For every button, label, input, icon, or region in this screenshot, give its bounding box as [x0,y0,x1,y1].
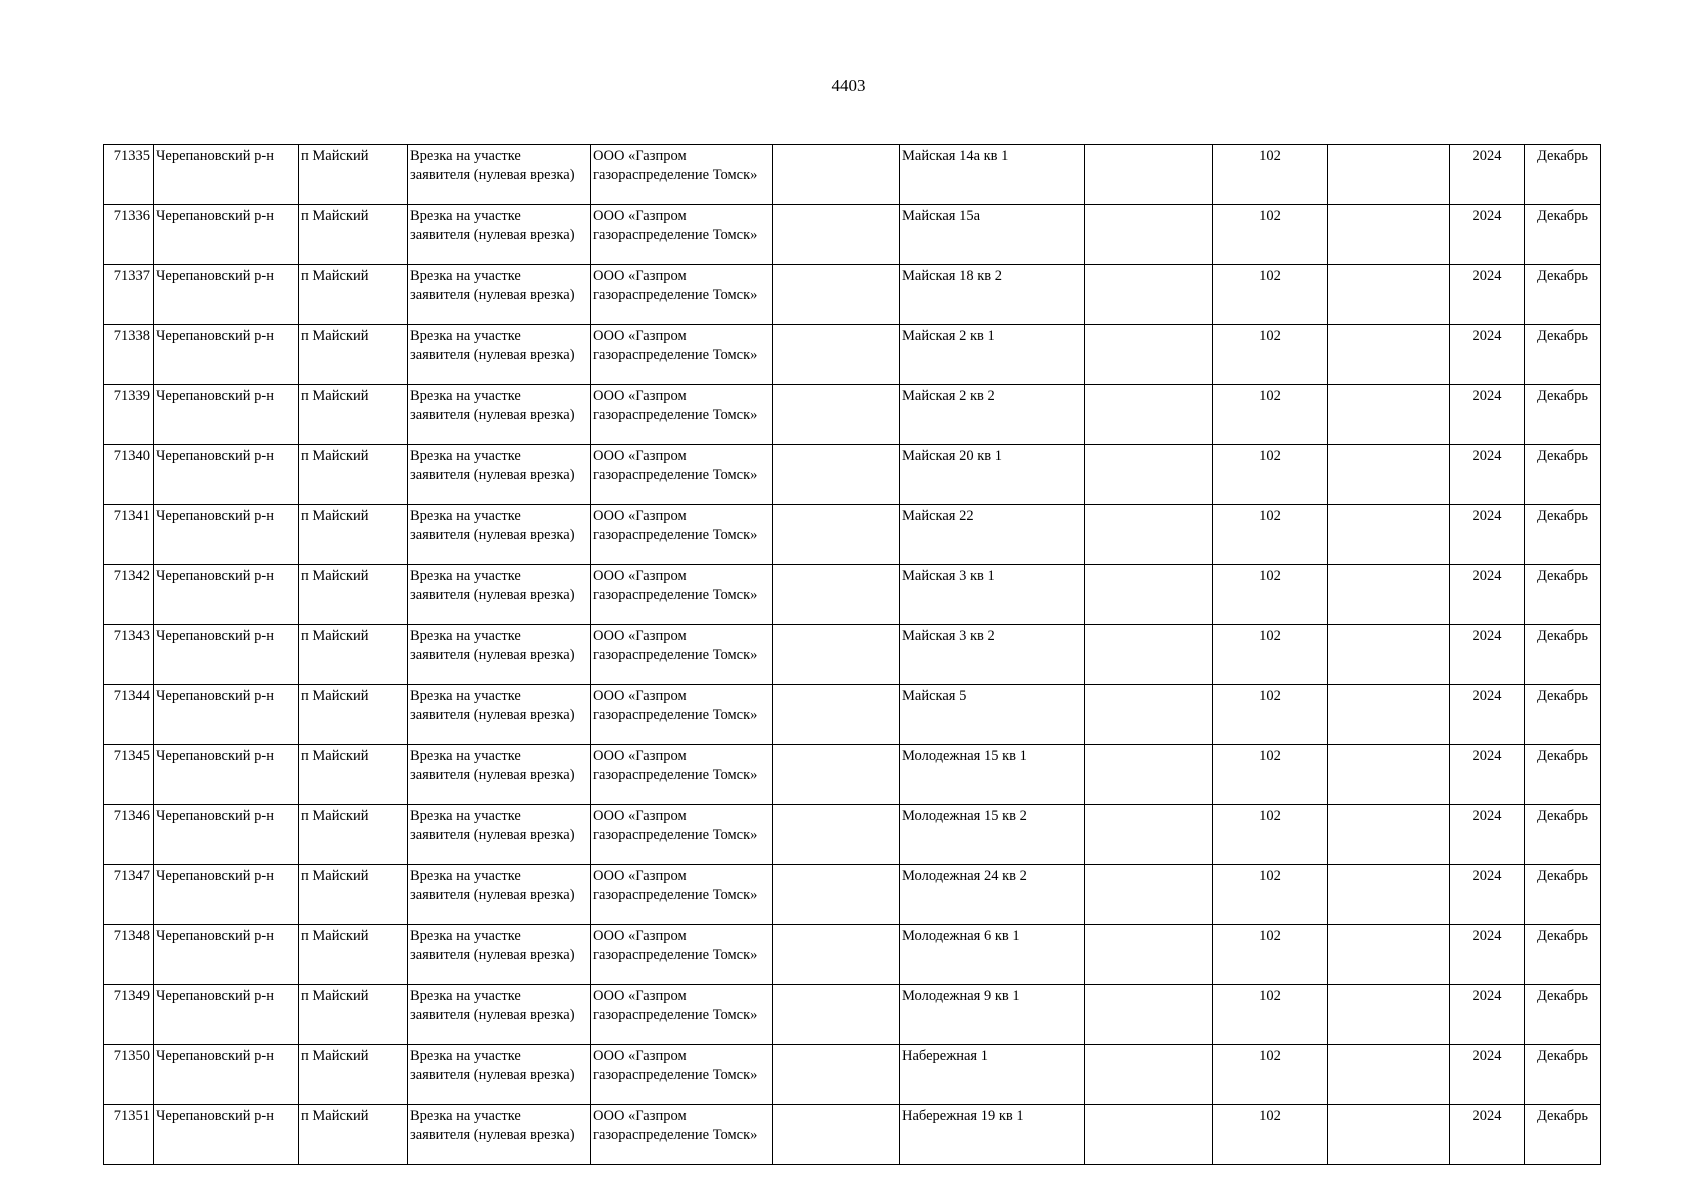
empty-cell [773,985,900,1045]
work-type-cell: Врезка на участке заявителя (нулевая врезка) [408,985,591,1045]
organization-cell: ООО «Газпром газораспределение Томск» [591,865,773,925]
table-row [104,745,1601,805]
row-id: 71345 [104,745,154,805]
address-cell: Майская 14а кв 1 [900,145,1085,205]
settlement-cell: п Майский [299,865,408,925]
row-id: 71343 [104,625,154,685]
organization-cell: ООО «Газпром газораспределение Томск» [591,805,773,865]
district-cell: Черепановский р-н [154,685,299,745]
empty-cell [1328,145,1450,205]
month-cell: Декабрь [1525,685,1601,745]
empty-cell [773,265,900,325]
table-row [104,865,1601,925]
empty-cell [1085,565,1213,625]
work-type-cell: Врезка на участке заявителя (нулевая врезка) [408,805,591,865]
empty-cell [1085,1105,1213,1165]
district-cell: Черепановский р-н [154,805,299,865]
month-cell: Декабрь [1525,985,1601,1045]
table-body [104,145,1601,1165]
month-cell: Декабрь [1525,625,1601,685]
table-row [104,1105,1601,1165]
district-cell: Черепановский р-н [154,745,299,805]
empty-cell [1328,925,1450,985]
organization-cell: ООО «Газпром газораспределение Томск» [591,145,773,205]
year-cell: 2024 [1450,805,1525,865]
work-type-cell: Врезка на участке заявителя (нулевая врезка) [408,685,591,745]
year-cell: 2024 [1450,445,1525,505]
address-cell: Молодежная 15 кв 1 [900,745,1085,805]
row-id: 71341 [104,505,154,565]
district-cell: Черепановский р-н [154,265,299,325]
address-cell: Набережная 1 [900,1045,1085,1105]
empty-cell [1085,385,1213,445]
district-cell: Черепановский р-н [154,205,299,265]
district-cell: Черепановский р-н [154,985,299,1045]
empty-cell [773,505,900,565]
empty-cell [1328,505,1450,565]
month-cell: Декабрь [1525,505,1601,565]
work-type-cell: Врезка на участке заявителя (нулевая врезка) [408,925,591,985]
work-type-cell: Врезка на участке заявителя (нулевая врезка) [408,865,591,925]
settlement-cell: п Майский [299,565,408,625]
year-cell: 2024 [1450,385,1525,445]
work-type-cell: Врезка на участке заявителя (нулевая врезка) [408,385,591,445]
month-cell: Декабрь [1525,1045,1601,1105]
settlement-cell: п Майский [299,505,408,565]
year-cell: 2024 [1450,1105,1525,1165]
empty-cell [1328,745,1450,805]
row-id: 71344 [104,685,154,745]
settlement-cell: п Майский [299,445,408,505]
empty-cell [1328,625,1450,685]
month-cell: Декабрь [1525,145,1601,205]
empty-cell [773,205,900,265]
row-id: 71335 [104,145,154,205]
empty-cell [1085,985,1213,1045]
empty-cell [1085,745,1213,805]
address-cell: Майская 18 кв 2 [900,265,1085,325]
work-type-cell: Врезка на участке заявителя (нулевая врезка) [408,625,591,685]
year-cell: 2024 [1450,505,1525,565]
empty-cell [1328,265,1450,325]
organization-cell: ООО «Газпром газораспределение Томск» [591,925,773,985]
district-cell: Черепановский р-н [154,625,299,685]
value-cell: 102 [1213,565,1328,625]
value-cell: 102 [1213,745,1328,805]
value-cell: 102 [1213,805,1328,865]
value-cell: 102 [1213,325,1328,385]
address-cell: Майская 3 кв 2 [900,625,1085,685]
value-cell: 102 [1213,505,1328,565]
row-id: 71349 [104,985,154,1045]
address-cell: Майская 22 [900,505,1085,565]
settlement-cell: п Майский [299,205,408,265]
table-row [104,685,1601,745]
district-cell: Черепановский р-н [154,865,299,925]
month-cell: Декабрь [1525,865,1601,925]
organization-cell: ООО «Газпром газораспределение Томск» [591,265,773,325]
empty-cell [1328,325,1450,385]
district-cell: Черепановский р-н [154,145,299,205]
month-cell: Декабрь [1525,385,1601,445]
work-type-cell: Врезка на участке заявителя (нулевая врезка) [408,325,591,385]
district-cell: Черепановский р-н [154,325,299,385]
empty-cell [1085,325,1213,385]
settlement-cell: п Майский [299,1045,408,1105]
empty-cell [1328,805,1450,865]
month-cell: Декабрь [1525,565,1601,625]
settlement-cell: п Майский [299,145,408,205]
empty-cell [1085,505,1213,565]
value-cell: 102 [1213,625,1328,685]
work-type-cell: Врезка на участке заявителя (нулевая врезка) [408,565,591,625]
address-cell: Молодежная 24 кв 2 [900,865,1085,925]
empty-cell [1328,565,1450,625]
table-row [104,565,1601,625]
empty-cell [773,865,900,925]
address-cell: Молодежная 15 кв 2 [900,805,1085,865]
month-cell: Декабрь [1525,1105,1601,1165]
organization-cell: ООО «Газпром газораспределение Томск» [591,205,773,265]
address-cell: Майская 5 [900,685,1085,745]
value-cell: 102 [1213,1045,1328,1105]
year-cell: 2024 [1450,625,1525,685]
empty-cell [1328,685,1450,745]
empty-cell [1328,445,1450,505]
work-type-cell: Врезка на участке заявителя (нулевая врезка) [408,1045,591,1105]
empty-cell [1085,865,1213,925]
settlement-cell: п Майский [299,625,408,685]
table-row [104,145,1601,205]
value-cell: 102 [1213,925,1328,985]
year-cell: 2024 [1450,205,1525,265]
organization-cell: ООО «Газпром газораспределение Томск» [591,745,773,805]
empty-cell [1085,1045,1213,1105]
year-cell: 2024 [1450,145,1525,205]
work-type-cell: Врезка на участке заявителя (нулевая врезка) [408,505,591,565]
address-cell: Майская 15а [900,205,1085,265]
value-cell: 102 [1213,145,1328,205]
settlement-cell: п Майский [299,385,408,445]
table-row [104,265,1601,325]
settlement-cell: п Майский [299,985,408,1045]
empty-cell [1085,205,1213,265]
empty-cell [1085,145,1213,205]
work-type-cell: Врезка на участке заявителя (нулевая врезка) [408,145,591,205]
empty-cell [1328,1105,1450,1165]
empty-cell [773,805,900,865]
month-cell: Декабрь [1525,925,1601,985]
district-cell: Черепановский р-н [154,385,299,445]
address-cell: Майская 3 кв 1 [900,565,1085,625]
page-number: 4403 [831,76,866,95]
empty-cell [1085,805,1213,865]
registry-table [103,144,1601,1165]
month-cell: Декабрь [1525,265,1601,325]
settlement-cell: п Майский [299,685,408,745]
settlement-cell: п Майский [299,745,408,805]
value-cell: 102 [1213,445,1328,505]
work-type-cell: Врезка на участке заявителя (нулевая врезка) [408,1105,591,1165]
table-row [104,385,1601,445]
year-cell: 2024 [1450,565,1525,625]
district-cell: Черепановский р-н [154,1105,299,1165]
address-cell: Набережная 19 кв 1 [900,1105,1085,1165]
address-cell: Молодежная 6 кв 1 [900,925,1085,985]
value-cell: 102 [1213,685,1328,745]
year-cell: 2024 [1450,265,1525,325]
address-cell: Майская 2 кв 1 [900,325,1085,385]
table-row [104,505,1601,565]
district-cell: Черепановский р-н [154,925,299,985]
year-cell: 2024 [1450,925,1525,985]
year-cell: 2024 [1450,985,1525,1045]
row-id: 71338 [104,325,154,385]
work-type-cell: Врезка на участке заявителя (нулевая врезка) [408,205,591,265]
row-id: 71340 [104,445,154,505]
work-type-cell: Врезка на участке заявителя (нулевая врезка) [408,745,591,805]
row-id: 71348 [104,925,154,985]
month-cell: Декабрь [1525,805,1601,865]
row-id: 71337 [104,265,154,325]
year-cell: 2024 [1450,865,1525,925]
value-cell: 102 [1213,865,1328,925]
organization-cell: ООО «Газпром газораспределение Томск» [591,1045,773,1105]
empty-cell [1085,625,1213,685]
row-id: 71346 [104,805,154,865]
value-cell: 102 [1213,265,1328,325]
table-row [104,805,1601,865]
organization-cell: ООО «Газпром газораспределение Томск» [591,985,773,1045]
settlement-cell: п Майский [299,1105,408,1165]
month-cell: Декабрь [1525,325,1601,385]
row-id: 71339 [104,385,154,445]
empty-cell [1085,265,1213,325]
empty-cell [773,625,900,685]
empty-cell [1328,1045,1450,1105]
month-cell: Декабрь [1525,445,1601,505]
empty-cell [773,925,900,985]
empty-cell [773,745,900,805]
empty-cell [1085,685,1213,745]
empty-cell [1085,925,1213,985]
settlement-cell: п Майский [299,925,408,985]
empty-cell [1328,985,1450,1045]
row-id: 71336 [104,205,154,265]
value-cell: 102 [1213,385,1328,445]
empty-cell [773,565,900,625]
organization-cell: ООО «Газпром газораспределение Томск» [591,625,773,685]
address-cell: Майская 20 кв 1 [900,445,1085,505]
empty-cell [1328,205,1450,265]
empty-cell [773,685,900,745]
row-id: 71347 [104,865,154,925]
row-id: 71350 [104,1045,154,1105]
settlement-cell: п Майский [299,265,408,325]
address-cell: Молодежная 9 кв 1 [900,985,1085,1045]
year-cell: 2024 [1450,685,1525,745]
value-cell: 102 [1213,1105,1328,1165]
empty-cell [1328,385,1450,445]
organization-cell: ООО «Газпром газораспределение Томск» [591,1105,773,1165]
empty-cell [773,325,900,385]
organization-cell: ООО «Газпром газораспределение Томск» [591,565,773,625]
year-cell: 2024 [1450,1045,1525,1105]
work-type-cell: Врезка на участке заявителя (нулевая врезка) [408,445,591,505]
empty-cell [773,145,900,205]
table-row [104,205,1601,265]
empty-cell [1328,865,1450,925]
year-cell: 2024 [1450,745,1525,805]
settlement-cell: п Майский [299,325,408,385]
empty-cell [773,1105,900,1165]
table-row [104,925,1601,985]
address-cell: Майская 2 кв 2 [900,385,1085,445]
month-cell: Декабрь [1525,205,1601,265]
organization-cell: ООО «Газпром газораспределение Томск» [591,685,773,745]
organization-cell: ООО «Газпром газораспределение Томск» [591,445,773,505]
empty-cell [773,445,900,505]
table-row [104,445,1601,505]
year-cell: 2024 [1450,325,1525,385]
organization-cell: ООО «Газпром газораспределение Томск» [591,505,773,565]
settlement-cell: п Майский [299,805,408,865]
district-cell: Черепановский р-н [154,445,299,505]
empty-cell [773,385,900,445]
value-cell: 102 [1213,205,1328,265]
table-row [104,1045,1601,1105]
district-cell: Черепановский р-н [154,505,299,565]
row-id: 71351 [104,1105,154,1165]
table-row [104,325,1601,385]
table-row [104,985,1601,1045]
value-cell: 102 [1213,985,1328,1045]
work-type-cell: Врезка на участке заявителя (нулевая врезка) [408,265,591,325]
organization-cell: ООО «Газпром газораспределение Томск» [591,325,773,385]
empty-cell [1085,445,1213,505]
organization-cell: ООО «Газпром газораспределение Томск» [591,385,773,445]
empty-cell [773,1045,900,1105]
table-row [104,625,1601,685]
district-cell: Черепановский р-н [154,1045,299,1105]
month-cell: Декабрь [1525,745,1601,805]
row-id: 71342 [104,565,154,625]
district-cell: Черепановский р-н [154,565,299,625]
